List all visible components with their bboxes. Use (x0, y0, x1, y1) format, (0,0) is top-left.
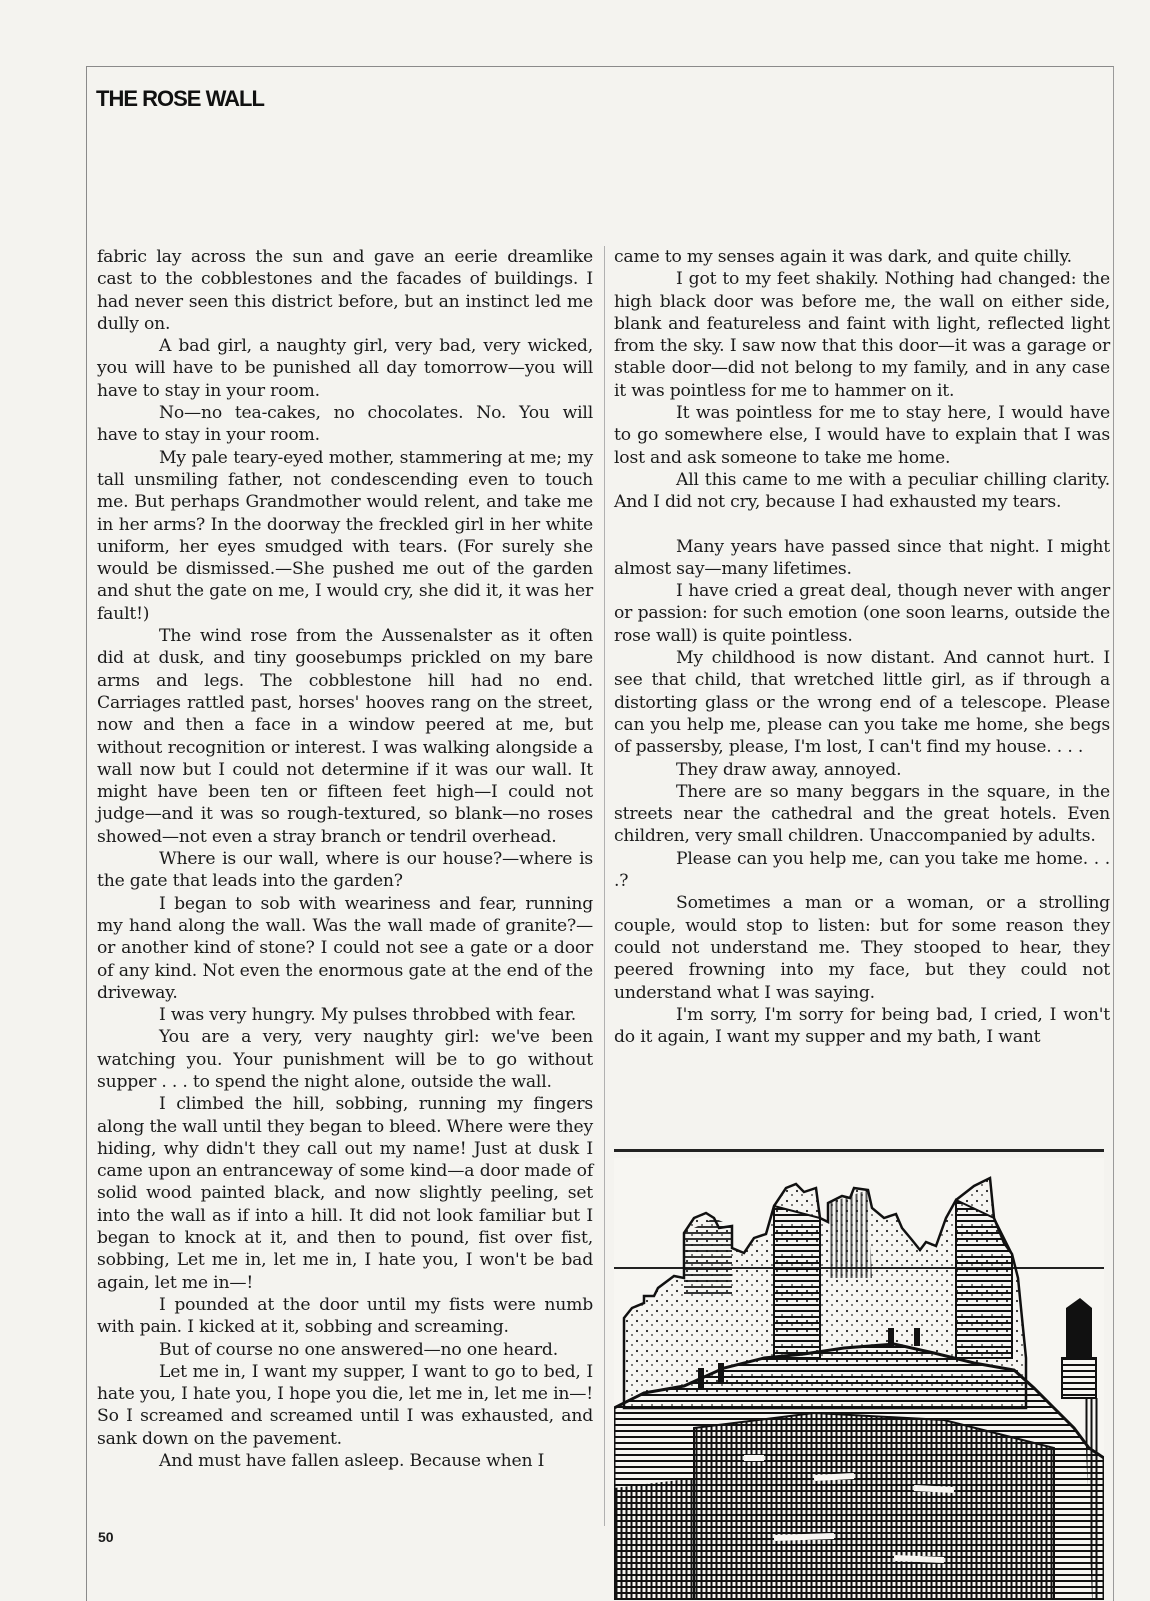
paragraph: I climbed the hill, sobbing, running my fingers along the wall until they began to bleed. Where were they hiding, why didn't they call out my name! Just at dusk I came upon an entranceway of some kind—a door made of solid wood painted black, and now slightly peeling, set into the wall as if into a hill. It did not look familiar but I began to knock at it, and then to pound, fist over fist, sobbing, Let me in, let me in, I hate you, I won't be bad again, let me in—! (97, 1094, 593, 1293)
paragraph: came to my senses again it was dark, and quite chilly. (614, 247, 1072, 267)
illustration-rule (614, 1149, 1104, 1152)
paragraph: Where is our wall, where is our house?—where is the gate that leads into the garden? (97, 849, 593, 892)
paragraph: But of course no one answered—no one heard. (159, 1339, 558, 1360)
paragraph: I was very hungry. My pulses throbbed with fear. (159, 1005, 576, 1026)
paragraph: I have cried a great deal, though never with anger or passion: for such emotion (one soon learns, outside the rose wall) is quite pointless. (614, 581, 1110, 646)
castle-illustration (614, 1158, 1104, 1600)
right-column (614, 246, 1110, 1048)
paragraph: fabric lay across the sun and gave an eerie dreamlike cast to the cobblestones and the facades of buildings. I had never seen this district before, but an instinct led me dully on. (97, 247, 593, 334)
paragraph: It was pointless for me to stay here, I would have to go somewhere else, I would have to explain that I was lost and ask someone to take me home. (614, 403, 1110, 468)
paragraph: I got to my feet shakily. Nothing had changed: the high black door was before me, the wall on either side, blank and featureless and faint with light, reflected light from the sky. I saw now that this door—it was a garage or stable door—did not belong to my family, and in any case it was pointless for me to hammer on it. (614, 269, 1110, 401)
paragraph: My childhood is now distant. And cannot hurt. I see that child, that wretched little girl, as if through a distorting glass or the wrong end of a telescope. Please can you help me, please can you take me home, she begs of passersby, please, I'm lost, I can't find my house. . . . (614, 648, 1110, 758)
section-title: THE ROSE WALL (96, 86, 264, 111)
left-column (97, 246, 593, 1472)
paragraph: Let me in, I want my supper, I want to go to bed, I hate you, I hate you, I hope you die, let me in, let me in—! So I screamed and screamed until I was exhausted, and sank down on the pavement. (97, 1361, 593, 1449)
column-divider (604, 246, 605, 1526)
paragraph: There are so many beggars in the square, in the streets near the cathedral and the great hotels. Even children, very small children. Unaccompanied by adults. (614, 781, 1110, 847)
paragraph: All this came to me with a peculiar chilling clarity. And I did not cry, because I had exhausted my tears. (614, 469, 1110, 513)
paragraph: I'm sorry, I'm sorry for being bad, I cried, I won't do it again, I want my supper and my bath, I want (614, 1004, 1110, 1048)
paragraph: No—no tea-cakes, no chocolates. No. You will have to stay in your room. (97, 403, 593, 446)
paragraph: Sometimes a man or a woman, or a strolling couple, would stop to listen: but for some reason they could not understand me. They stooped to hear, they peered frowning into my face, but they could not understand what I was saying. (614, 893, 1110, 1003)
paragraph: And must have fallen asleep. Because when I (159, 1451, 545, 1472)
paragraph: I began to sob with weariness and fear, running my hand along the wall. Was the wall made of granite?—or another kind of stone? I could not see a gate or a door of any kind. Not even the enormous gate at the end of the driveway. (97, 893, 593, 1003)
paragraph: Please can you help me, can you take me home. . . .? (614, 848, 1110, 892)
paragraph: You are a very, very naughty girl: we've been watching you. Your punishment will be to go without supper . . . to spend the night alone, outside the wall. (97, 1027, 593, 1092)
paragraph: Many years have passed since that night. I might almost say—many lifetimes. (614, 536, 1110, 579)
paragraph: My pale teary-eyed mother, stammering at me; my tall unsmiling father, not condescending even to touch me. But perhaps Grandmother would relent, and take me in her arms? In the doorway the freckled girl in her white uniform, her eyes smudged with tears. (For surely she would be dismissed.—She pushed me out of the garden and shut the gate on me, I would cry, she did it, it was her fault!) (97, 447, 593, 624)
paragraph: A bad girl, a naughty girl, very bad, very wicked, you will have to be punished all day tomorrow—you will have to stay in your room. (97, 336, 593, 401)
paragraph: I pounded at the door until my fists were numb with pain. I kicked at it, sobbing and screaming. (97, 1294, 593, 1338)
page-number: 50 (98, 1529, 114, 1545)
paragraph: They draw away, annoyed. (676, 759, 902, 780)
paragraph: The wind rose from the Aussenalster as it often did at dusk, and tiny goosebumps prickled on my bare arms and legs. The cobblestone hill had no end. Carriages rattled past, horses' hooves rang on the street, now and then a face in a window peered at me, but without recognition or interest. I was walking alongside a wall now but I could not determine if it was our wall. It might have been ten or fifteen feet high—I could not judge—and it was so rough-textured, so blank—no roses showed—not even a stray branch or tendril overhead. (97, 626, 593, 847)
